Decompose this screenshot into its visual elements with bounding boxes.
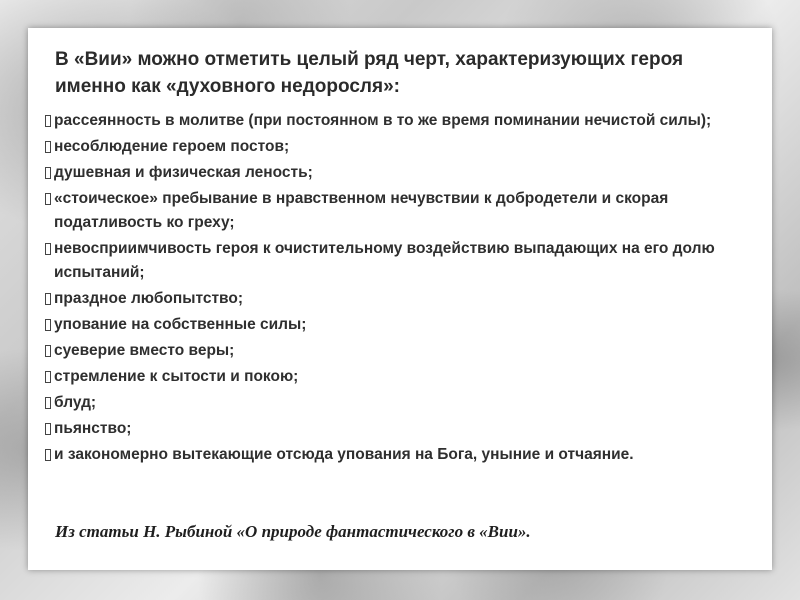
slide-heading: В «Вии» можно отметить целый ряд черт, характеризующих героя именно как «духовного недоросля»: [55, 49, 684, 97]
traits-list [28, 109, 772, 469]
list-item-text: пьянство; [54, 420, 132, 437]
list-item [28, 187, 772, 235]
list-item-text: упование на собственные силы; [54, 316, 307, 333]
bullet-box-icon [45, 167, 51, 179]
list-item-text: праздное любопытство; [54, 290, 244, 307]
list-item [28, 313, 772, 337]
bullet-box-icon [45, 319, 51, 331]
bullet-box-icon [45, 293, 51, 305]
slide-card [28, 28, 772, 570]
list-item [28, 443, 772, 467]
list-item [28, 287, 772, 311]
bullet-box-icon [45, 141, 51, 153]
list-item [28, 417, 772, 441]
bullet-box-icon [45, 345, 51, 357]
list-item-text: душевная и физическая леность; [54, 164, 313, 181]
list-item [28, 391, 772, 415]
list-item-text: несоблюдение героем постов; [54, 138, 290, 155]
bullet-box-icon [45, 115, 51, 127]
bullet-box-icon [45, 371, 51, 383]
bullet-box-icon [45, 243, 51, 255]
list-item [28, 365, 772, 389]
list-item-text: рассеянность в молитве (при постоянном в то же время поминании нечистой силы); [54, 112, 712, 129]
list-item [28, 109, 772, 133]
list-item-text: блуд; [54, 394, 97, 411]
bullet-box-icon [45, 193, 51, 205]
list-item-text: «стоическое» пребывание в нравственном нечувствии к добродетели и скорая податливость ко греху; [54, 190, 669, 231]
list-item [28, 339, 772, 363]
bullet-box-icon [45, 423, 51, 435]
bullet-box-icon [45, 449, 51, 461]
list-item [28, 161, 772, 185]
list-item [28, 237, 772, 285]
bullet-box-icon [45, 397, 51, 409]
list-item-text: невосприимчивость героя к очистительному воздействию выпадающих на его долю испытаний; [54, 240, 715, 281]
list-item-text: суеверие вместо веры; [54, 342, 235, 359]
list-item-text: и закономерно вытекающие отсюда упования на Бога, уныние и отчаяние. [54, 446, 634, 463]
list-item-text: стремление к сытости и покою; [54, 368, 299, 385]
list-item [28, 135, 772, 159]
source-citation: Из статьи Н. Рыбиной «О природе фантастического в «Вии». [55, 522, 531, 541]
